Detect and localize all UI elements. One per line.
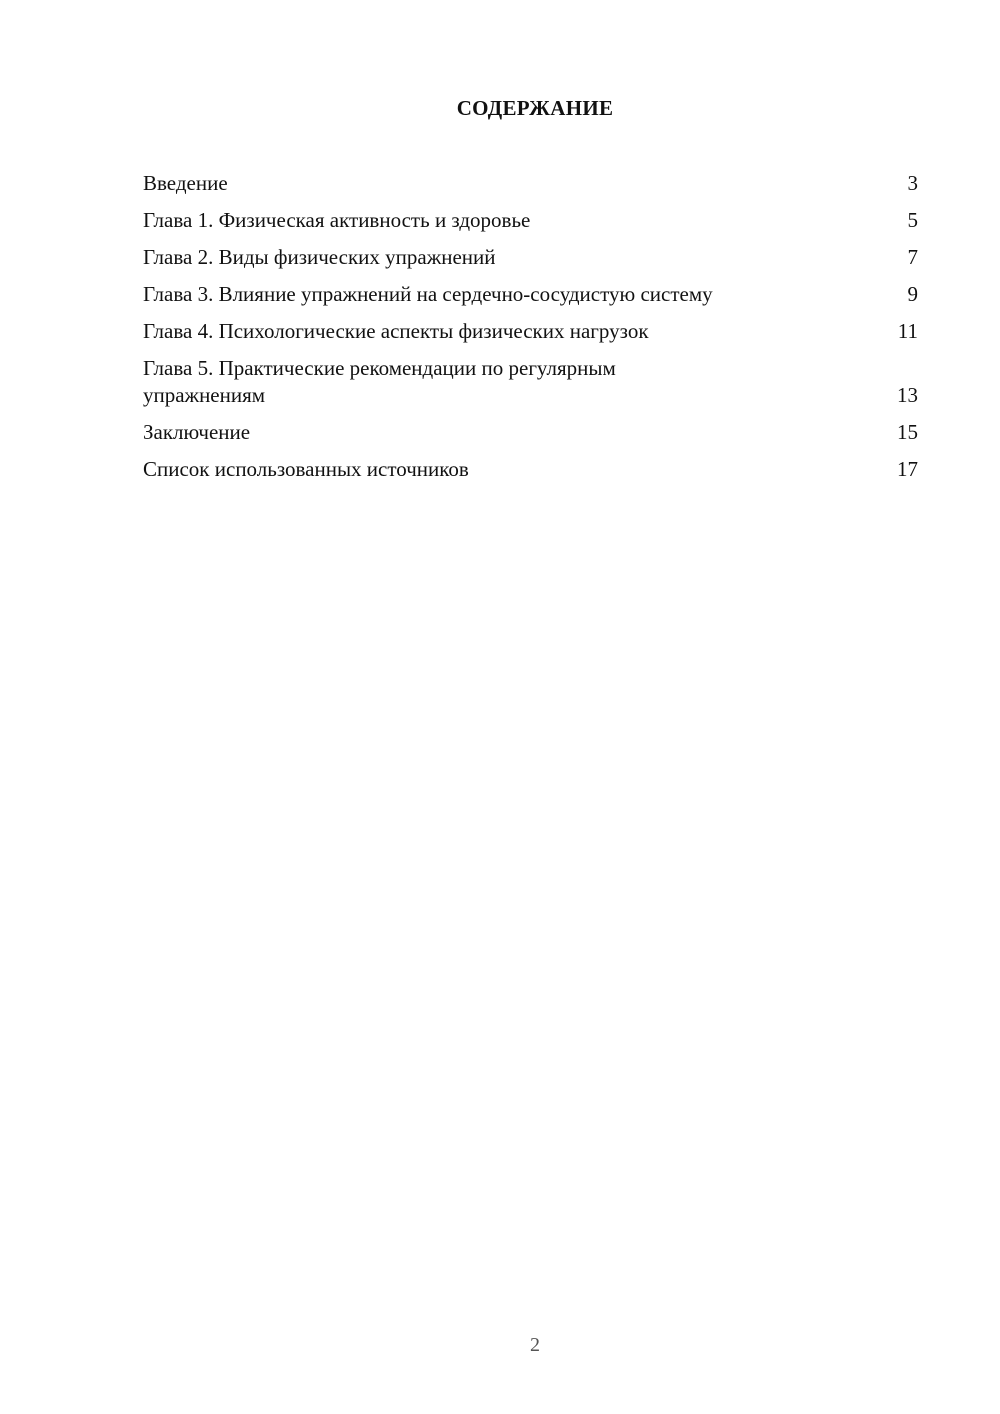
toc-entry-page: 7 [907, 245, 918, 269]
toc-entry-page: 3 [907, 171, 918, 195]
table-of-contents [143, 170, 918, 493]
toc-entry-page: 11 [897, 319, 918, 343]
toc-entry-label: Глава 2. Виды физических упражнений [143, 245, 496, 269]
page-title: СОДЕРЖАНИЕ [456, 96, 614, 120]
toc-entry [143, 244, 918, 271]
toc-entry-page: 17 [897, 457, 918, 481]
toc-entry-label: Глава 1. Физическая активность и здоровье [143, 208, 531, 232]
toc-entry-label: Глава 4. Психологические аспекты физических нагрузок [143, 319, 649, 343]
toc-entry-label: Введение [143, 171, 228, 195]
toc-entry [143, 281, 918, 308]
toc-entry [143, 207, 918, 234]
toc-entry-page: 15 [897, 420, 918, 444]
toc-entry-label: Список использованных источников [143, 457, 469, 481]
toc-entry-page: 9 [907, 282, 918, 306]
toc-entry-page: 5 [907, 208, 918, 232]
toc-entry-label: Глава 3. Влияние упражнений на сердечно-сосудистую систему [143, 282, 713, 306]
toc-entry [143, 318, 918, 345]
toc-entry-label: Заключение [143, 420, 251, 444]
page-number: 2 [530, 1334, 540, 1356]
toc-entry-label: Глава 5. Практические рекомендации по регулярным упражнениям [143, 356, 616, 407]
toc-entry [143, 355, 918, 409]
toc-entry [143, 170, 918, 197]
toc-entry [143, 456, 918, 483]
toc-entry-page: 13 [897, 383, 918, 407]
toc-entry [143, 419, 918, 446]
